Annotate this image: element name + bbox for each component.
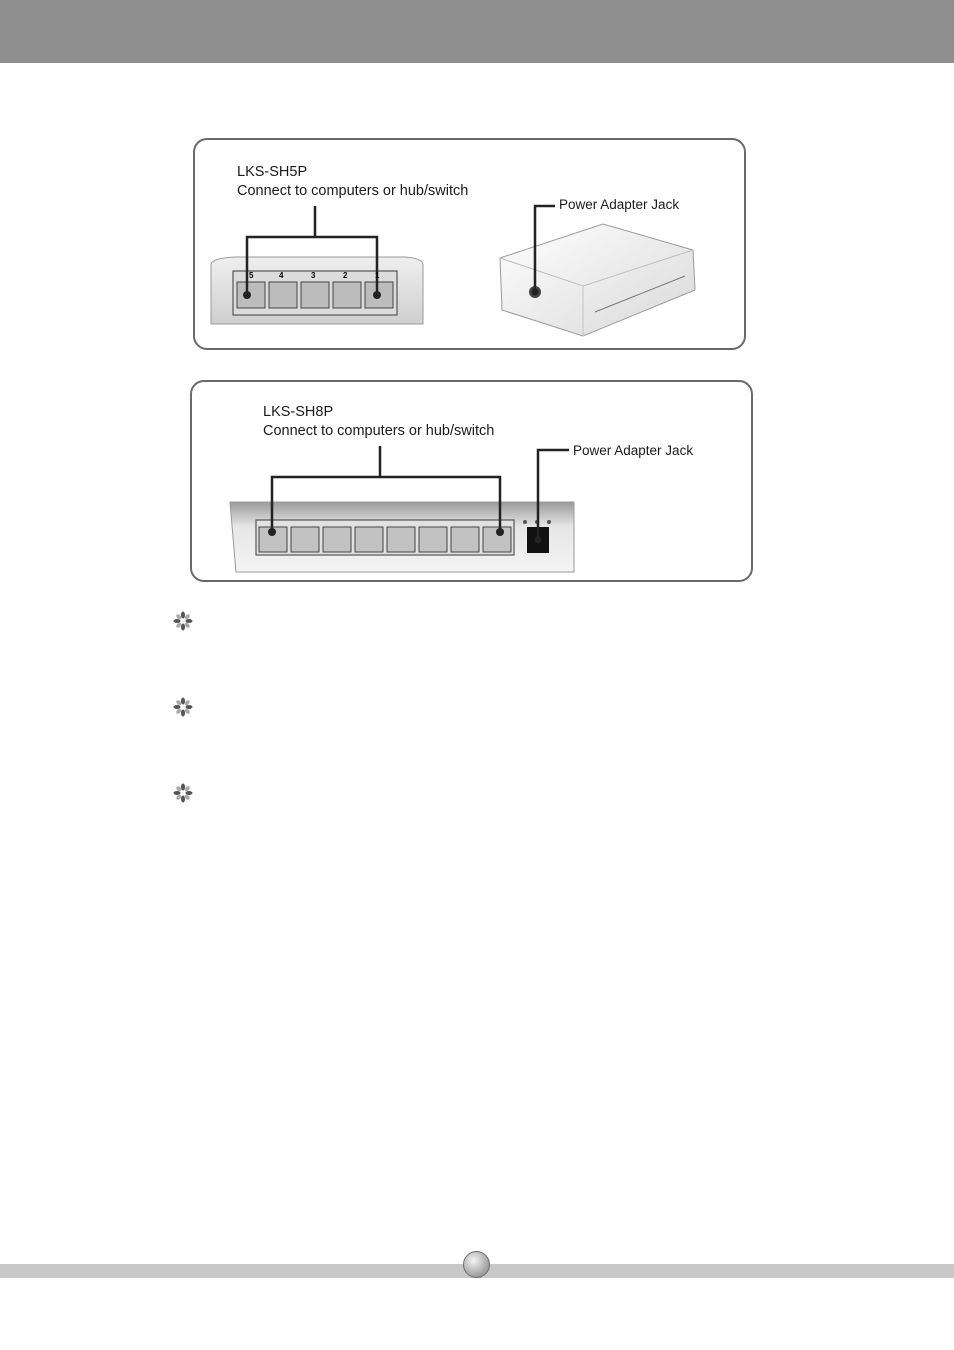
sh5p-port-number: 5 — [249, 271, 254, 280]
sh5p-port-number: 2 — [343, 271, 348, 280]
sh5p-connect-label: Connect to computers or hub/switch — [237, 183, 469, 199]
sh5p-model-label: LKS-SH5P — [237, 164, 308, 180]
sh8p-connect-label: Connect to computers or hub/switch — [263, 423, 495, 439]
sh5p-rj45-ports — [237, 282, 393, 308]
sh8p-illustration — [192, 382, 755, 584]
sh5p-front-view — [211, 206, 423, 324]
pinwheel-bullet-icon — [173, 611, 193, 631]
sh5p-port-number: 3 — [311, 271, 316, 280]
sh8p-front-view — [230, 446, 574, 572]
sh5p-diagram-panel — [193, 138, 746, 350]
sh5p-port-number: 4 — [279, 271, 284, 280]
sh5p-angled-view — [500, 206, 695, 336]
sh8p-power-label: Power Adapter Jack — [573, 443, 694, 458]
sh5p-power-label: Power Adapter Jack — [559, 197, 680, 212]
sh5p-illustration — [195, 140, 748, 352]
pinwheel-bullet-icon — [173, 783, 193, 803]
sh8p-diagram-panel — [190, 380, 753, 582]
sh5p-port-number: 1 — [375, 271, 380, 280]
header-bar — [0, 0, 954, 63]
pinwheel-bullet-icon — [173, 697, 193, 717]
sh8p-model-label: LKS-SH8P — [263, 404, 334, 420]
page-number-badge — [463, 1251, 490, 1278]
